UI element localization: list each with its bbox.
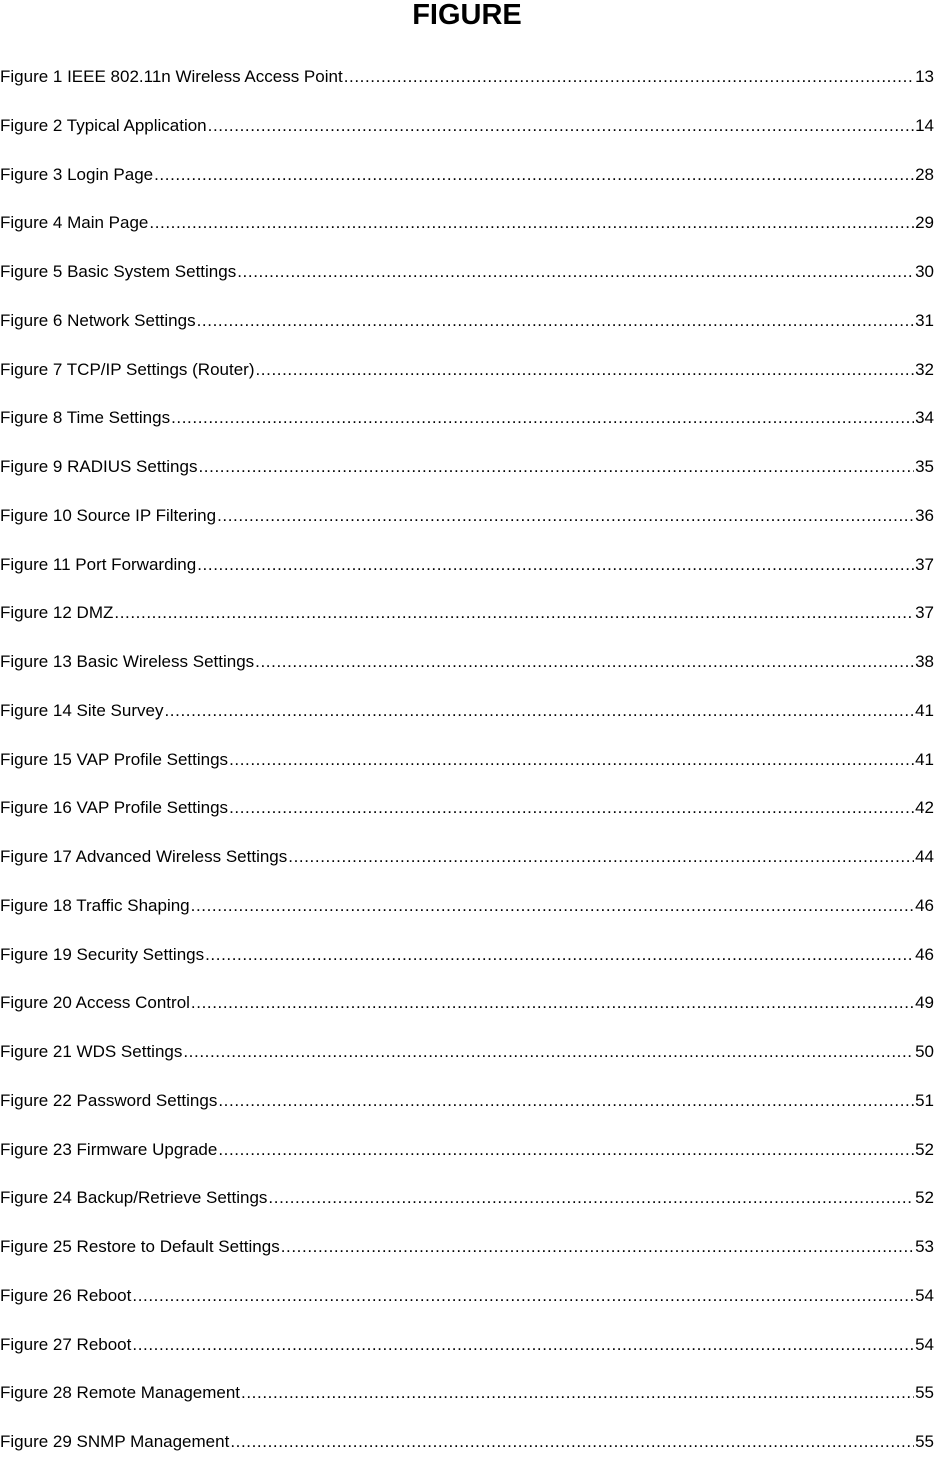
dot-leader <box>241 1383 914 1403</box>
toc-entry-page: 38 <box>915 652 934 671</box>
dot-leader <box>164 701 914 721</box>
toc-entry-label: Figure 8 Time Settings <box>0 408 171 428</box>
toc-entry-label: Figure 28 Remote Management <box>0 1383 241 1403</box>
toc-entry-page: 13 <box>915 67 934 86</box>
toc-entry[interactable] <box>0 408 934 457</box>
toc-entry-label: Figure 14 Site Survey <box>0 700 164 720</box>
page-title: FIGURE <box>412 0 522 31</box>
toc-entry-page: 34 <box>915 408 934 428</box>
toc-entry-page: 54 <box>915 1334 934 1354</box>
dot-leader <box>288 847 914 867</box>
toc-entry[interactable] <box>0 1091 934 1140</box>
toc-entry-page: 42 <box>915 798 934 818</box>
toc-entry-page: 30 <box>915 262 934 281</box>
toc-entry-label: Figure 4 Main Page <box>0 213 149 233</box>
toc-entry-label: Figure 20 Access Control <box>0 993 190 1013</box>
toc-entry-page: 29 <box>915 213 934 233</box>
toc-entry-label: Figure 2 Typical Application <box>0 115 207 135</box>
toc-entry[interactable] <box>0 311 934 360</box>
toc-entry-label: Figure 15 VAP Profile Settings <box>0 749 229 769</box>
toc-entry-label: Figure 19 Security Settings <box>0 944 205 964</box>
toc-entry-label: Figure 17 Advanced Wireless Settings <box>0 847 288 866</box>
toc-entry-page: 14 <box>915 115 934 135</box>
toc-entry-label: Figure 12 DMZ <box>0 603 114 623</box>
toc-entry-page: 53 <box>915 1237 934 1256</box>
toc-entry-page: 46 <box>915 895 934 915</box>
dot-leader <box>218 1091 914 1111</box>
dot-leader <box>191 896 914 916</box>
dot-leader <box>197 311 914 331</box>
toc-entry[interactable] <box>0 1432 934 1481</box>
toc-entry-label: Figure 10 Source IP Filtering <box>0 505 217 525</box>
toc-entry[interactable] <box>0 1335 934 1384</box>
toc-entry[interactable] <box>0 603 934 652</box>
dot-leader <box>255 360 914 380</box>
dot-leader <box>281 1237 914 1257</box>
toc-entry-label: Figure 27 Reboot <box>0 1334 132 1354</box>
dot-leader <box>183 1042 914 1062</box>
toc-entry[interactable] <box>0 1237 934 1286</box>
dot-leader <box>230 1432 914 1452</box>
dot-leader <box>132 1286 914 1306</box>
toc-entry-label: Figure 21 WDS Settings <box>0 1042 183 1061</box>
dot-leader <box>344 67 914 87</box>
toc-entry[interactable] <box>0 1042 934 1091</box>
dot-leader <box>218 1140 914 1160</box>
toc-entry-page: 54 <box>915 1285 934 1305</box>
toc-entry-page: 35 <box>915 457 934 476</box>
toc-entry-label: Figure 3 Login Page <box>0 164 154 184</box>
toc-entry[interactable] <box>0 116 934 165</box>
toc-entry[interactable] <box>0 1140 934 1189</box>
dot-leader <box>268 1188 914 1208</box>
toc-entry-page: 44 <box>915 847 934 866</box>
toc-entry-label: Figure 5 Basic System Settings <box>0 262 237 281</box>
dot-leader <box>197 555 914 575</box>
dot-leader <box>198 457 914 477</box>
dot-leader <box>255 652 914 672</box>
dot-leader <box>229 798 914 818</box>
toc-entry[interactable] <box>0 262 934 311</box>
toc-entry-page: 55 <box>915 1432 934 1451</box>
toc-entry-label: Figure 9 RADIUS Settings <box>0 457 198 476</box>
toc-entry-label: Figure 26 Reboot <box>0 1285 132 1305</box>
toc-entry-page: 51 <box>915 1090 934 1110</box>
toc-entry-page: 50 <box>915 1042 934 1061</box>
toc-entry[interactable] <box>0 701 934 750</box>
toc-entry-label: Figure 7 TCP/IP Settings (Router) <box>0 359 255 379</box>
toc-entry-label: Figure 18 Traffic Shaping <box>0 895 190 915</box>
toc-entry-page: 52 <box>915 1188 934 1208</box>
toc-entry-page: 37 <box>915 603 934 623</box>
toc-entry[interactable] <box>0 1383 934 1432</box>
toc-entry[interactable] <box>0 798 934 847</box>
toc-entry-label: Figure 13 Basic Wireless Settings <box>0 652 255 671</box>
toc-entry[interactable] <box>0 945 934 994</box>
toc-entry-page: 41 <box>915 749 934 769</box>
dot-leader <box>171 408 914 428</box>
toc-entry-page: 31 <box>915 310 934 330</box>
toc-entry[interactable] <box>0 457 934 506</box>
dot-leader <box>191 993 914 1013</box>
toc-entry[interactable] <box>0 1188 934 1237</box>
toc-entry[interactable] <box>0 555 934 604</box>
toc-entry[interactable] <box>0 213 934 262</box>
toc-entry[interactable] <box>0 750 934 799</box>
toc-entry-page: 46 <box>915 944 934 964</box>
toc-entry-label: Figure 24 Backup/Retrieve Settings <box>0 1188 268 1208</box>
toc-entry[interactable] <box>0 506 934 555</box>
toc-entry-page: 32 <box>915 359 934 379</box>
dot-leader <box>149 213 914 233</box>
toc-entry-label: Figure 11 Port Forwarding <box>0 554 197 574</box>
toc-entry[interactable] <box>0 847 934 896</box>
toc-entry[interactable] <box>0 360 934 409</box>
toc-entry[interactable] <box>0 652 934 701</box>
toc-entry-page: 52 <box>915 1139 934 1159</box>
toc-entry[interactable] <box>0 165 934 214</box>
toc-entry[interactable] <box>0 1286 934 1335</box>
toc-entry[interactable] <box>0 993 934 1042</box>
dot-leader <box>205 945 914 965</box>
dot-leader <box>208 116 914 136</box>
toc-entry-page: 55 <box>915 1383 934 1403</box>
toc-entry-label: Figure 22 Password Settings <box>0 1090 218 1110</box>
toc-entry-label: Figure 23 Firmware Upgrade <box>0 1139 218 1159</box>
dot-leader <box>154 165 914 185</box>
dot-leader <box>237 262 914 282</box>
dot-leader <box>132 1335 914 1355</box>
toc-entry-page: 41 <box>915 700 934 720</box>
toc-entry-label: Figure 29 SNMP Management <box>0 1432 230 1451</box>
dot-leader <box>229 750 914 770</box>
dot-leader <box>114 603 914 623</box>
toc-entry-page: 36 <box>915 505 934 525</box>
figure-list <box>0 67 934 1481</box>
toc-entry-label: Figure 16 VAP Profile Settings <box>0 798 229 818</box>
toc-entry[interactable] <box>0 67 934 116</box>
dot-leader <box>217 506 914 526</box>
toc-entry-label: Figure 1 IEEE 802.11n Wireless Access Point <box>0 67 343 86</box>
toc-entry-page: 28 <box>915 164 934 184</box>
toc-entry[interactable] <box>0 896 934 945</box>
toc-entry-page: 49 <box>915 993 934 1013</box>
toc-entry-label: Figure 6 Network Settings <box>0 310 196 330</box>
toc-entry-label: Figure 25 Restore to Default Settings <box>0 1237 280 1256</box>
toc-entry-page: 37 <box>915 554 934 574</box>
